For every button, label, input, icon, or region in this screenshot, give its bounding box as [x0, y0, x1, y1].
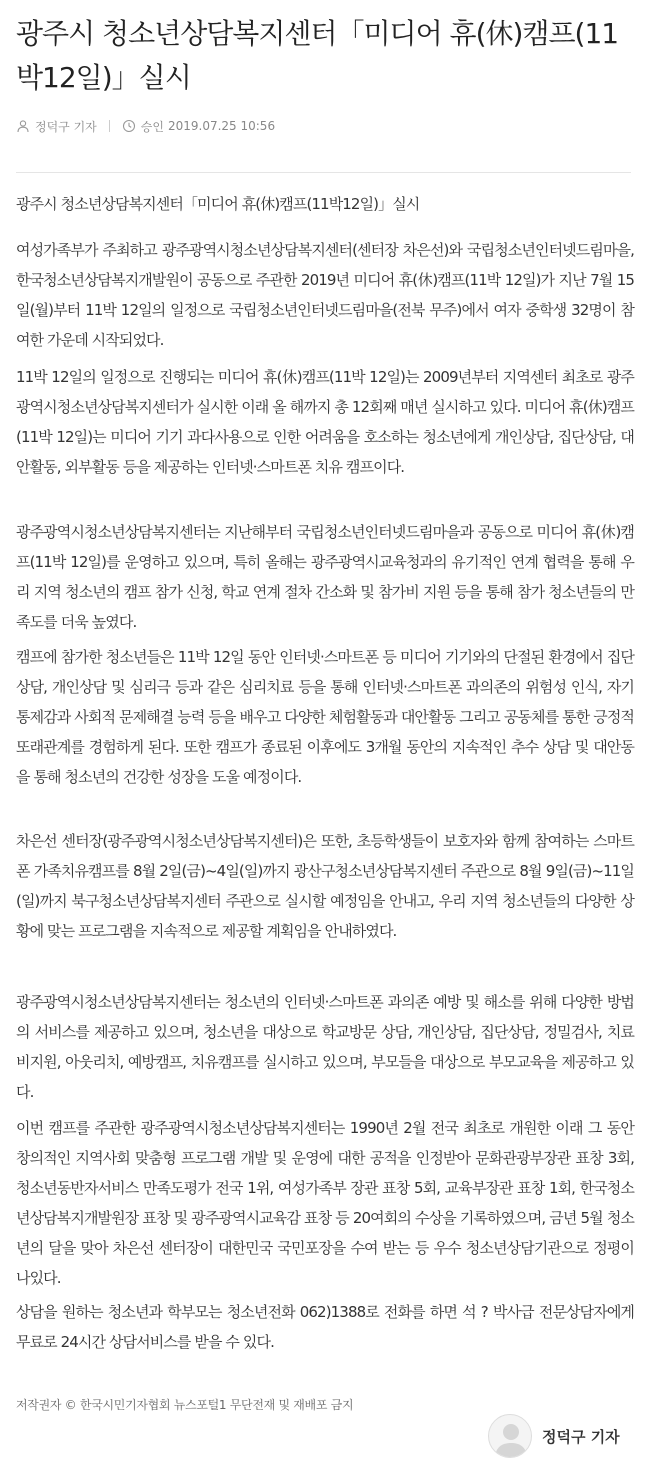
clock-icon — [122, 119, 136, 133]
article-meta — [16, 116, 275, 136]
author-byline[interactable] — [488, 1414, 620, 1458]
article-paragraph: 캠프에 참가한 청소년들은 11박 12일 동안 인터넷·스마트폰 등 미디어 기기와의 단절된 환경에서 집단상담, 개인상담 및 심리극 등과 같은 심리치료 등을 통해 인터넷·스마트폰 과의존의 위험성 인식, 자기통제감과 사회적 문제해결 능력 등을 배우고 다양한 체험활동과 대안활동 그리고 공동체를 통한 긍정적 또래관계를 경험하게 된다. 또한 캠프가 종료된 이후에도 3개월 동안의 지속적인 추수 상담 및 대안동을 통해 청소년의 건강한 성장을 도울 예정이다. — [16, 648, 634, 786]
header-divider — [16, 172, 631, 173]
article-title: 광주시 청소년상담복지센터「미디어 휴(休)캠프(11박12일)」실시 — [16, 17, 619, 94]
article-paragraph: 광주광역시청소년상담복지센터는 청소년의 인터넷·스마트폰 과의존 예방 및 해소를 위해 다양한 방법의 서비스를 제공하고 있으며, 청소년을 대상으로 학교방문 상담, 개인상담, 집단상담, 정밀검사, 치료비지원, 아웃리치, 예방캠프, 치유캠프를 실시하고 있으며, 부모들을 대상으로 부모교육을 제공하고 있다. — [16, 993, 634, 1101]
article-paragraph: 광주시 청소년상담복지센터「미디어 휴(休)캠프(11박12일)」실시 — [16, 195, 420, 213]
article-paragraph: 광주광역시청소년상담복지센터는 지난해부터 국립청소년인터넷드림마을과 공동으로 미디어 휴(休)캠프(11박 12일)를 운영하고 있으며, 특히 올해는 광주광역시교육청과의 유기적인 연계 협력을 통해 우리 지역 청소년의 캠프 참가 신청, 학교 연계 절차 간소화 및 참가비 지원 등을 통해 참가 청소년들의 만족도를 더욱 높였다. — [16, 523, 634, 631]
avatar — [488, 1414, 532, 1458]
approved-label: 승인 — [140, 119, 164, 134]
author-name[interactable]: 정덕구 기자 — [35, 119, 97, 134]
article-paragraph: 여성가족부가 주최하고 광주광역시청소년상담복지센터(센터장 차은선)와 국립청소년인터넷드림마을, 한국청소년상담복지개발원이 공동으로 주관한 2019년 미디어 휴(休)캠프(11박 12일)가 지난 7월 15일(월)부터 11박 12일의 일정으로 국립청소년인터넷드림마을(전북 무주)에서 여자 중학생 32명이 참여한 가운데 시작되었다. — [16, 241, 634, 349]
meta-separator — [109, 120, 110, 132]
person-icon — [16, 119, 30, 133]
article-paragraph: 상담을 원하는 청소년과 학부모는 청소년전화 062)1388로 전화를 하면 석 ? 박사급 전문상담자에게 무료로 24시간 상담서비스를 받을 수 있다. — [16, 1303, 634, 1351]
copyright-notice: 저작권자 © 한국시민기자협회 뉴스포털1 무단전재 및 재배포 금지 — [16, 1398, 354, 1412]
article-paragraph: 11박 12일의 일정으로 진행되는 미디어 휴(休)캠프(11박 12일)는 2009년부터 지역센터 최초로 광주광역시청소년상담복지센터가 실시한 이래 올 해까지 총 12회째 매년 실시하고 있다. 미디어 휴(休)캠프(11박 12일)는 미디어 기기 과다사용으로 인한 어려움을 호소하는 청소년에게 개인상담, 집단상담, 대안활동, 외부활동 등을 제공하는 인터넷·스마트폰 치유 캠프이다. — [16, 368, 634, 476]
approved-date: 2019.07.25 10:56 — [167, 119, 276, 133]
byline-author-name[interactable]: 정덕구 기자 — [542, 1427, 620, 1446]
article-paragraph: 차은선 센터장(광주광역시청소년상담복지센터)은 또한, 초등학생들이 보호자와 함께 참여하는 스마트폰 가족치유캠프를 8월 2일(금)~4일(일)까지 광산구청소년상담복지센터 주관으로 8월 9일(금)~11일(일)까지 북구청소년상담복지센터 주관으로 실시할 예정임을 안내고, 우리 지역 청소년들의 다양한 상황에 맞는 프로그램을 지속적으로 제공할 계획임을 안내하였다. — [16, 832, 634, 940]
default-avatar-icon — [489, 1415, 532, 1458]
article-paragraph: 이번 캠프를 주관한 광주광역시청소년상담복지센터는 1990년 2월 전국 최초로 개원한 이래 그 동안 창의적인 지역사회 맞춤형 프로그램 개발 및 운영에 대한 공적을 인정받아 문화관광부장관 표창 3회, 청소년동반자서비스 만족도평가 전국 1위, 여성가족부 장관 표창 5회, 교육부장관 표창 1회, 한국청소년상담복지개발원장 표창 및 광주광역시교육감 표창 등 20여회의 수상을 기록하였으며, 금년 5월 청소년의 달을 맞아 차은선 센터장이 대한민국 국민포장을 수여 받는 등 우수 청소년상담기관으로 정평이 나있다. — [16, 1119, 634, 1287]
